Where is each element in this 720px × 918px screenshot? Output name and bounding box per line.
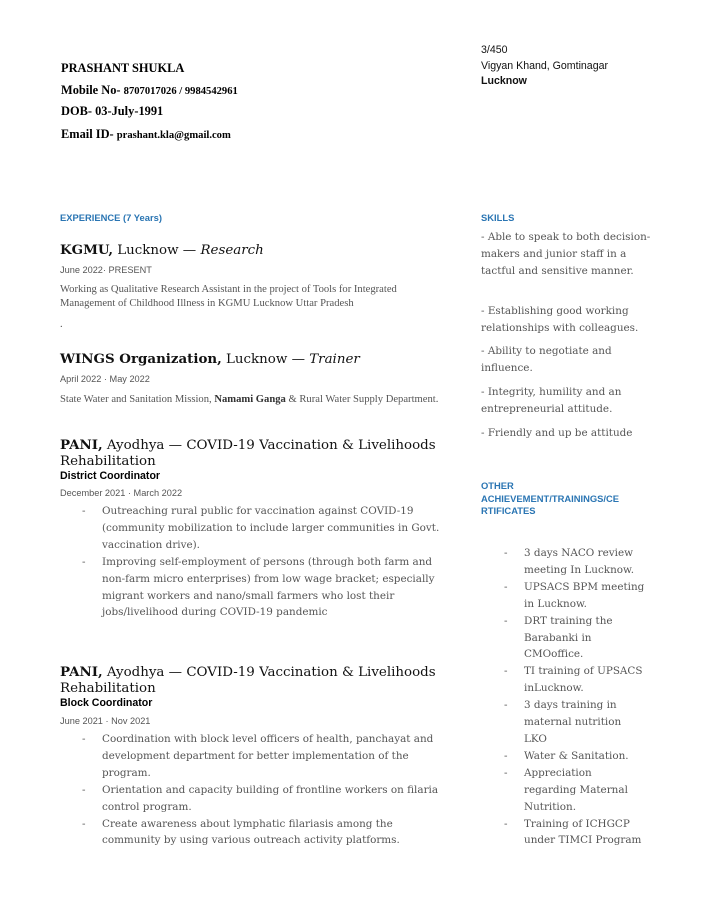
skill-item: - Integrity, humility and an entrepreneurial attitude. [481, 386, 622, 415]
job-role: Trainer [309, 352, 360, 367]
list-item [504, 545, 646, 579]
mobile-label: Mobile No- [61, 83, 124, 97]
skill-item: - Establishing good working relationships with colleagues. [481, 305, 639, 334]
achievement-text: DRT training the Barabanki in CMOoffice. [524, 614, 613, 661]
list-item [504, 816, 646, 850]
job-title-kgmu [60, 243, 460, 259]
skill-item: - Friendly and up be attitude [481, 427, 633, 439]
dob-line: DOB- 03-July-1991 [61, 104, 164, 118]
achievement-text: Appreciation regarding Maternal Nutrition. [524, 766, 628, 813]
job-title-wings [60, 352, 460, 368]
achievement-text: TI training of UPSACS inLucknow. [524, 665, 643, 695]
experience-heading: EXPERIENCE (7 Years) [60, 212, 162, 223]
job-role-title: District Coordinator [60, 470, 161, 482]
achievement-text: Water & Sanitation. [524, 749, 629, 762]
list-item [82, 554, 447, 622]
job-title-pani-block [60, 665, 450, 696]
bullet-dash: - [504, 817, 508, 830]
bullet-text: Outreaching rural public for vaccination against COVID-19 (community mobilization to include larger communities in Govt. vaccination drive). [102, 505, 440, 551]
mobile-value: 8707017026 / 9984542961 [123, 86, 238, 97]
job-org: KGMU, [60, 242, 114, 258]
email-line [61, 127, 231, 142]
list-item [82, 731, 447, 782]
job-org: PANI, [60, 664, 103, 680]
list-item [504, 697, 646, 748]
heading-line: ACHIEVEMENT/TRAININGS/CE [481, 492, 620, 504]
bullet-dash: - [504, 547, 508, 559]
bullet-dash: - [82, 505, 86, 517]
bullet-dash: - [504, 580, 508, 593]
achievements-list [504, 545, 646, 849]
bullet-text: Coordination with block level officers of health, panchayat and development department for better implementation of the program. [102, 733, 434, 779]
bullet-dash: - [82, 733, 86, 745]
bullet-dash: - [504, 699, 508, 712]
job-title-pani-district [60, 438, 450, 469]
address-line1: 3/450 [481, 44, 508, 56]
list-item [82, 816, 447, 850]
job-role: Research [200, 243, 264, 258]
job-location: Lucknow — [113, 243, 201, 258]
bullet-dash: - [504, 766, 508, 779]
desc-text: State Water and Sanitation Mission, [60, 394, 215, 405]
job-rest: Ayodhya — COVID-19 Vaccination & Livelihoods Rehabilitation [60, 665, 436, 696]
address-line3: Lucknow [481, 75, 527, 87]
bullet-text: Orientation and capacity building of frontline workers on filaria control program. [102, 783, 439, 813]
bullet-dash: - [82, 817, 86, 830]
desc-bold: Namami Ganga [214, 394, 289, 405]
job-date: June 2022· PRESENT [60, 265, 152, 275]
list-item [504, 663, 646, 697]
achievement-text: UPSACS BPM meeting in Lucknow. [524, 580, 645, 610]
list-item [82, 782, 447, 816]
address [481, 43, 608, 90]
address-line2: Vigyan Khand, Gomtinagar [481, 59, 609, 72]
list-item [504, 765, 646, 816]
heading-line: RTIFICATES [481, 505, 536, 516]
email-label: Email ID- [61, 127, 117, 141]
bullet-dash: - [504, 614, 508, 627]
list-item [504, 579, 646, 613]
job-bullets [82, 731, 447, 849]
job-org: PANI, [60, 437, 103, 453]
job-description-extra: . [60, 319, 63, 330]
job-bullets [82, 503, 447, 621]
bullet-text: Create awareness about lymphatic filariasis among the community by using various outreach activity platforms. [102, 817, 400, 847]
job-date: April 2022 · May 2022 [60, 374, 150, 384]
bullet-dash: - [504, 749, 508, 762]
achievements-heading [481, 480, 661, 518]
skill-item: - Ability to negotiate and influence. [481, 345, 612, 374]
job-org: WINGS Organization, [60, 351, 222, 367]
achievement-text: Training of ICHGCP under TIMCI Program [524, 817, 642, 847]
bullet-dash: - [82, 555, 86, 568]
desc-text: & Rural Water Supply Department. [288, 394, 439, 405]
candidate-name: PRASHANT SHUKLA [61, 61, 185, 75]
achievement-text: 3 days training in maternal nutrition LKO [524, 699, 622, 745]
job-date: June 2021 · Nov 2021 [60, 716, 151, 726]
mobile-line [61, 83, 238, 98]
list-item [504, 613, 646, 664]
skill-item: - Able to speak to both decision-makers and junior staff in a tactful and sensitive manner. [481, 231, 651, 277]
bullet-dash: - [504, 665, 508, 678]
bullet-dash: - [82, 783, 86, 796]
job-description [60, 393, 450, 407]
heading-line: OTHER [481, 480, 514, 491]
job-rest: Ayodhya — COVID-19 Vaccination & Livelihoods Rehabilitation [60, 438, 436, 469]
email-value: prashant.kla@gmail.com [116, 130, 231, 141]
skills-heading: SKILLS [481, 212, 515, 223]
job-date: December 2021 · March 2022 [60, 488, 183, 498]
job-location: Lucknow — [221, 352, 310, 367]
achievement-text: 3 days NACO review meeting In Lucknow. [524, 547, 635, 576]
job-role-title: Block Coordinator [60, 697, 153, 709]
list-item [504, 748, 646, 765]
bullet-text: Improving self-employment of persons (through both farm and non-farm micro enterprises) from low wage bracket; especially migrant workers and nano/small farmers who lost their jobs/livelihood during COVID-19 pandemic [102, 555, 435, 619]
list-item [82, 503, 447, 554]
job-description: Working as Qualitative Research Assistant in the project of Tools for Integrated Management of Childhood Illness in KGMU Lucknow Uttar Pradesh [60, 284, 397, 309]
